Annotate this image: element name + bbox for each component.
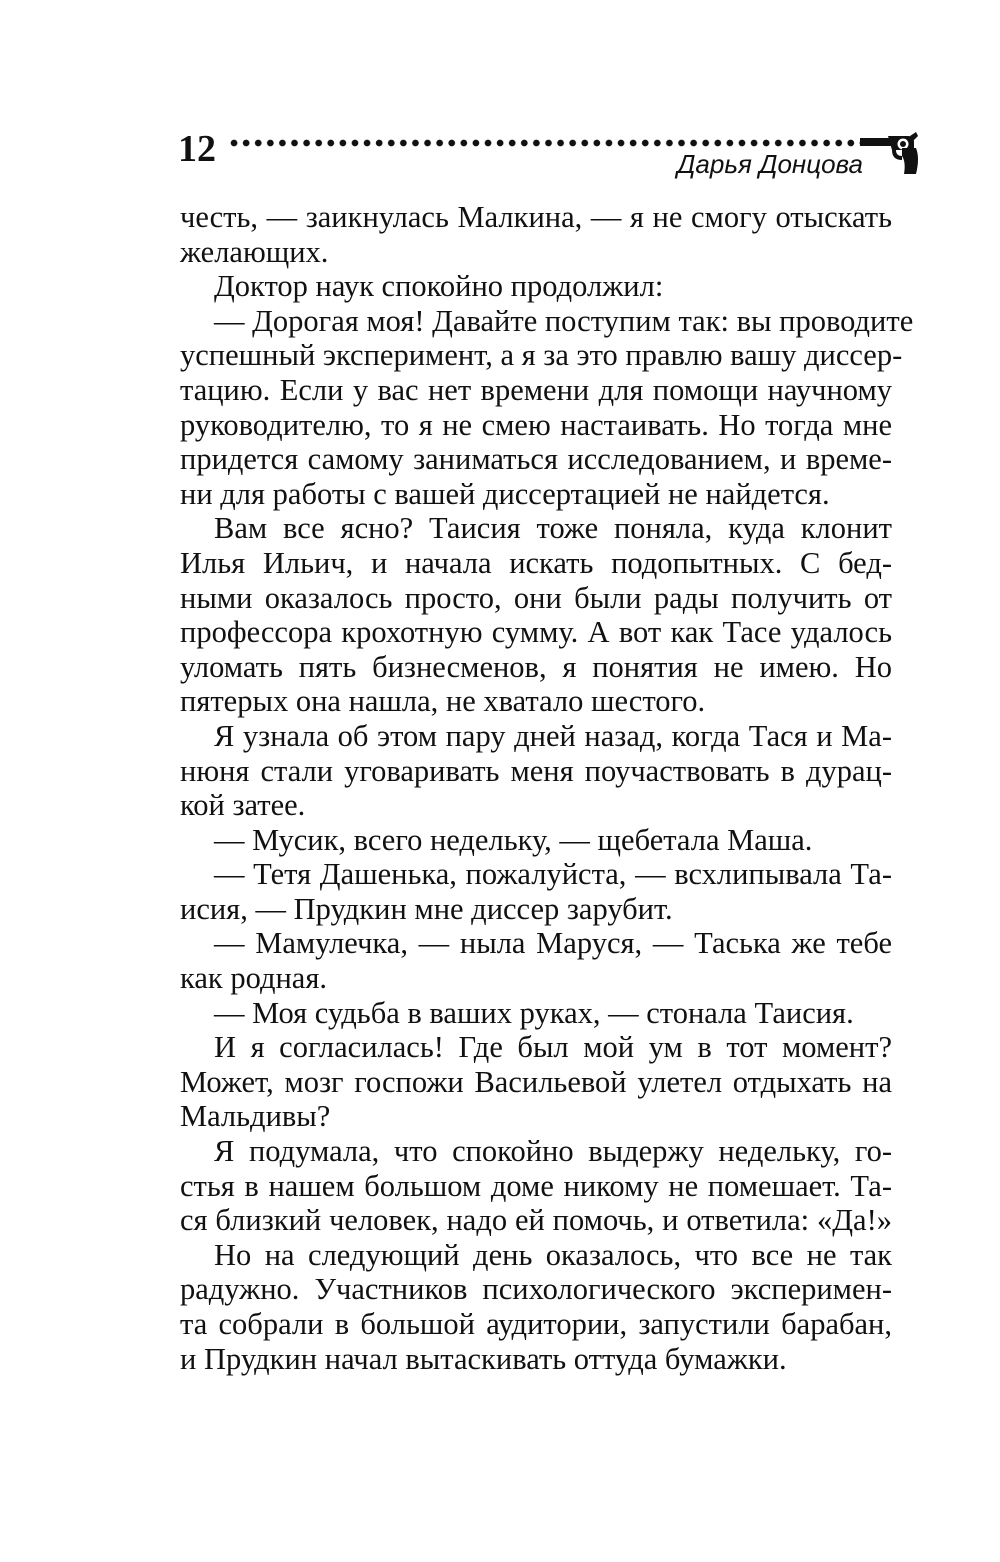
text-line: Я узнала об этом пару дней назад, когда Тася и Ма- <box>214 718 892 753</box>
text-line: как родная. <box>180 961 327 996</box>
dotted-rule <box>228 138 860 148</box>
text-line: и Прудкин начал вытаскивать оттуда бумажки. <box>180 1341 787 1376</box>
running-header-author: Дарья Донцова <box>677 149 863 179</box>
text-line: ся близкий человек, надо ей помочь, и ответила: «Да!» <box>180 1203 892 1238</box>
text-line: профессора крохотную сумму. А вот как Тасе удалось <box>180 615 892 650</box>
text-line: нюня стали уговаривать меня поучаствовать в дурац- <box>180 753 892 788</box>
text-line: Мальдивы? <box>180 1099 331 1134</box>
text-line: пятерых она нашла, не хватало шестого. <box>180 684 706 719</box>
text-line: Может, мозг госпожи Васильевой улетел отдыхать на <box>180 1064 892 1099</box>
text-line: ни для работы с вашей диссертацией не найдется. <box>180 476 830 511</box>
text-line: исия, — Прудкин мне диссер зарубит. <box>180 891 673 926</box>
text-line: тацию. Если у вас нет времени для помощи научному <box>180 372 892 407</box>
body-text <box>180 200 914 1376</box>
text-line: честь, — заикнулась Малкина, — я не смогу отыскать <box>180 200 892 234</box>
text-line: кой затее. <box>180 788 306 823</box>
text-line: — Мусик, всего недельку, — щебетала Маша. <box>214 822 813 857</box>
text-line: та собрали в большой аудитории, запустили барабан, <box>180 1307 892 1341</box>
text-line: руководителю, то я не смею настаивать. Но тогда мне <box>180 407 892 442</box>
text-line: радужно. Участников психологического эксперимен- <box>180 1272 892 1307</box>
revolver-icon <box>858 130 920 176</box>
text-line: Я подумала, что спокойно выдержу недельку, го- <box>214 1134 892 1169</box>
text-line: — Тетя Дашенька, пожалуйста, — всхлипывала Та- <box>214 857 892 892</box>
text-line: Вам все ясно? Таисия тоже поняла, куда клонит <box>214 511 892 546</box>
text-line: желающих. <box>180 234 329 269</box>
text-line: успешный эксперимент, а я за это правлю вашу диссер- <box>180 338 903 373</box>
text-line: стья в нашем большом доме никому не помешает. Та- <box>180 1168 892 1203</box>
text-line: — Моя судьба в ваших руках, — стонала Таисия. <box>214 995 854 1030</box>
page-number: 12 <box>178 128 216 170</box>
text-line: Но на следующий день оказалось, что все не так <box>214 1237 892 1272</box>
text-line: уломать пять бизнесменов, я понятия не имею. Но <box>180 649 892 684</box>
text-line: ными оказалось просто, они были рады получить от <box>180 580 892 615</box>
text-line: придется самому заниматься исследованием, и време- <box>180 442 892 477</box>
text-line: — Мамулечка, — ныла Маруся, — Таська же тебе <box>214 926 892 961</box>
text-line: И я согласилась! Где был мой ум в тот момент? <box>214 1030 892 1065</box>
text-line: Илья Ильич, и начала искать подопытных. С бед- <box>180 545 892 580</box>
text-line: — Дорогая моя! Давайте поступим так: вы проводите <box>214 303 914 338</box>
text-line: Доктор наук спокойно продолжил: <box>214 269 664 304</box>
